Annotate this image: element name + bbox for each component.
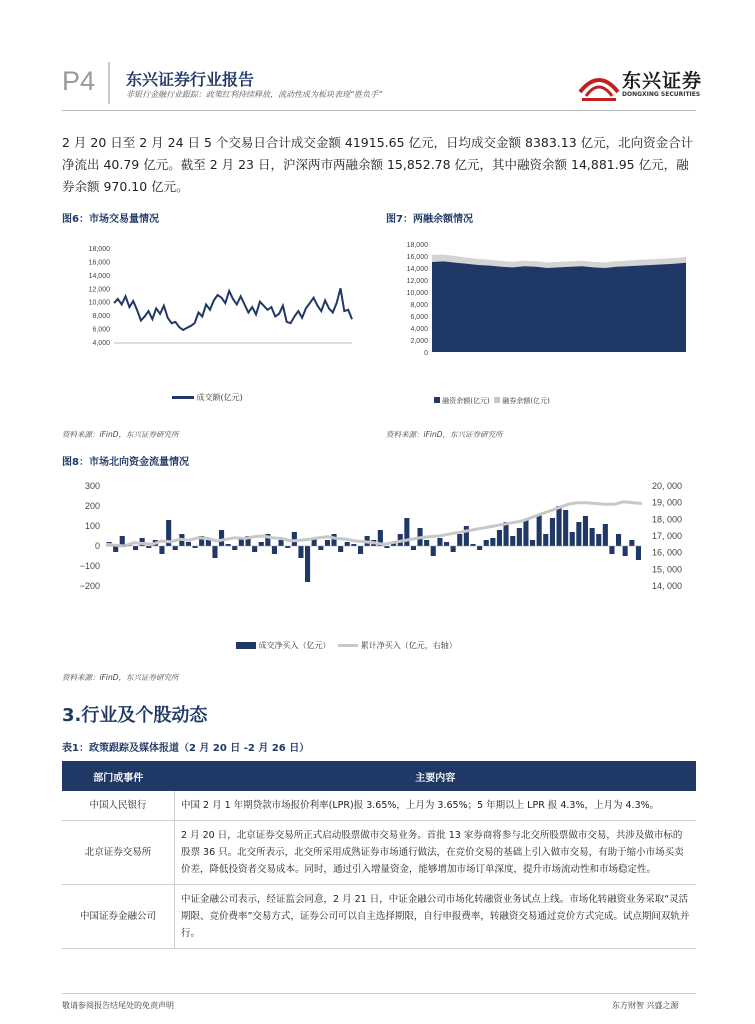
fig7-legend-a: 融资余额(亿元) xyxy=(442,397,490,405)
footer-rule xyxy=(62,993,696,994)
fig8-bar xyxy=(623,546,628,556)
fig8-bar xyxy=(444,542,449,546)
section-heading: 3.行业及个股动态 xyxy=(62,705,208,726)
policy-table xyxy=(62,761,696,949)
fig7-ytick: 18,000 xyxy=(406,242,428,249)
fig8-bar xyxy=(332,534,337,546)
fig8-ytick-right: 14, 000 xyxy=(652,581,683,591)
fig8-bar xyxy=(424,540,429,546)
fig7-source: 资料来源：iFinD，东兴证券研究所 xyxy=(386,430,503,439)
table-row xyxy=(62,791,696,821)
logo-text: 东兴证券 xyxy=(622,70,703,92)
fig8-bar xyxy=(159,546,164,554)
fig8-bar xyxy=(298,546,303,558)
fig8-bar xyxy=(186,542,191,546)
fig7-ytick: 0 xyxy=(424,350,428,357)
fig8-bar xyxy=(510,536,515,546)
fig7-legend xyxy=(434,396,550,406)
fig8-bar xyxy=(292,532,297,546)
fig8-bar xyxy=(345,542,350,546)
fig6-title: 图6：市场交易量情况 xyxy=(62,214,159,225)
fig8-bar xyxy=(596,534,601,546)
fig6-legend xyxy=(172,392,243,403)
fig8-bar xyxy=(636,546,641,560)
logo-text-en: DONGXING SECURITIES xyxy=(622,91,701,98)
fig7-legend-b-swatch xyxy=(494,397,500,403)
fig8-bar xyxy=(543,534,548,546)
fig8-ytick-right: 19, 000 xyxy=(652,497,683,508)
table-row xyxy=(62,821,696,885)
fig8-legend-b-swatch xyxy=(338,644,358,647)
fig8-bar xyxy=(431,546,436,556)
fig7-title: 图7：两融余额情况 xyxy=(386,214,473,225)
row-content: 中证金融公司表示，经证监会同意，2 月 21 日，中证金融公司市场化转融资业务试点上线。市场化转融资业务采取“灵活期限、竞价费率”交易方式，证券公司可以自主选择期限，自行申报费率，转融资交易通过竞价方式完成。试点期间双轨并行。 xyxy=(175,885,697,949)
fig7-legend-b: 融券余额(亿元) xyxy=(502,397,550,405)
header-divider xyxy=(108,62,110,104)
fig8-bar xyxy=(484,540,489,546)
fig8-ytick-left: 100 xyxy=(84,521,100,531)
fig8-bar xyxy=(583,516,588,546)
fig7-ytick: 16,000 xyxy=(406,254,428,261)
fig8-bar xyxy=(437,538,442,546)
fig7-ytick: 12,000 xyxy=(406,278,428,285)
fig8-bar xyxy=(212,546,217,558)
fig8-bar xyxy=(497,530,502,546)
fig8-ytick-right: 18, 000 xyxy=(652,514,683,525)
fig8-bar xyxy=(464,526,469,546)
table-row xyxy=(62,885,696,949)
fig6-source: 资料来源：iFinD，东兴证券研究所 xyxy=(62,430,179,439)
fig8-bar xyxy=(629,540,634,546)
fig6-ytick: 18,000 xyxy=(88,246,110,253)
fig6-ytick: 12,000 xyxy=(88,286,110,294)
dongxing-logo-icon xyxy=(578,64,620,104)
row-content: 2 月 20 日，北京证券交易所正式启动股票做市交易业务。首批 13 家券商将参与北交所股票做市交易，共涉及做市标的股票 36 只。北交所表示，北交所采用成熟证券市场通行做法，在竞价交易的基础上引入做市交易，有助于缩小市场买卖价差，降低投资者交易成本。同时，通过引入增量资金，能够增加市场订单深度，提升市场流动性和市场稳定性。 xyxy=(175,821,697,885)
fig6-ytick: 4,000 xyxy=(92,340,110,347)
row-dept: 中国人民银行 xyxy=(62,791,175,821)
fig8-bar xyxy=(457,534,462,546)
intro-paragraph: 2 月 20 日至 2 月 24 日 5 个交易日合计成交金额 41915.65 亿元，日均成交金额 8383.13 亿元，北向资金合计净流出 40.79 亿元。截至 2 月 23 日，沪深两市两融余额 15,852.78 亿元，其中融资余额 14,881.95 亿元，融券余额 970.10 亿元。 xyxy=(62,135,694,194)
fig8-bar xyxy=(550,518,555,546)
fig8-ytick-right: 17, 000 xyxy=(652,531,683,541)
fig8-bar xyxy=(570,532,575,546)
fig8-bar xyxy=(252,546,257,552)
fig8-ytick-left: 0 xyxy=(94,541,100,551)
fig8-bar xyxy=(279,540,284,546)
fig8-bar xyxy=(517,528,522,546)
fig8-legend-a-swatch xyxy=(236,642,256,649)
fig8-bar xyxy=(232,546,237,550)
fig8-bar xyxy=(590,528,595,546)
fig8-bar xyxy=(113,546,118,552)
fig6-ytick: 14,000 xyxy=(88,272,110,280)
row-dept: 中国证券金融公司 xyxy=(62,885,175,949)
fig8-source: 资料来源：iFinD，东兴证券研究所 xyxy=(62,673,179,682)
fig8-bar xyxy=(325,540,330,546)
fig6-series-line xyxy=(114,288,352,330)
fig8-ytick-right: 16, 000 xyxy=(652,547,683,558)
fig8-bar xyxy=(523,520,528,546)
page-number: P4 xyxy=(62,66,96,96)
fig8-bar xyxy=(206,540,211,546)
fig7-ytick: 10,000 xyxy=(406,290,428,297)
fig8-bar xyxy=(490,538,495,546)
fig7-chart xyxy=(386,234,696,394)
fig8-ytick-left: −200 xyxy=(79,581,100,591)
fig8-bar xyxy=(537,514,542,546)
fig8-bar xyxy=(411,546,416,550)
fig8-bar xyxy=(609,546,614,554)
fig8-bar xyxy=(259,542,264,546)
report-title: 东兴证券行业报告 xyxy=(126,70,255,89)
fig8-bar xyxy=(338,546,343,552)
col-header-content: 主要内容 xyxy=(175,761,697,791)
fig8-bar xyxy=(576,522,581,546)
fig8-chart xyxy=(62,476,696,636)
fig7-ytick: 14,000 xyxy=(406,266,428,273)
fig8-bar xyxy=(530,540,535,546)
fig7-ytick: 6,000 xyxy=(410,314,428,321)
fig7-ytick: 4,000 xyxy=(410,326,428,333)
fig8-bar xyxy=(557,506,562,546)
fig8-bar xyxy=(219,530,224,546)
fig8-ytick-left: −100 xyxy=(79,561,100,571)
fig8-bar xyxy=(133,546,138,550)
fig6-legend-swatch xyxy=(172,396,194,399)
fig8-bar xyxy=(451,546,456,552)
row-content: 中国 2 月 1 年期贷款市场报价利率(LPR)报 3.65%，上月为 3.65%；5 年期以上 LPR 报 4.3%，上月为 4.3%。 xyxy=(175,791,697,821)
fig8-bar xyxy=(603,524,608,546)
fig7-area-margin xyxy=(432,261,686,352)
row-dept: 北京证券交易所 xyxy=(62,821,175,885)
fig8-title: 图8：市场北向资金流量情况 xyxy=(62,457,189,468)
fig6-ytick: 10,000 xyxy=(88,299,110,307)
fig6-legend-label: 成交额(亿元) xyxy=(196,393,243,402)
fig8-ytick-right: 15, 000 xyxy=(652,564,683,575)
fig8-ytick-left: 300 xyxy=(84,481,100,491)
fig8-bar xyxy=(173,546,178,550)
fig7-legend-a-swatch xyxy=(434,397,440,403)
fig8-legend-b: 累计净买入（亿元，右轴） xyxy=(360,641,457,650)
fig8-legend-a: 成交净买入（亿元） xyxy=(258,641,331,650)
fig8-bar xyxy=(358,546,363,554)
col-header-dept: 部门或事件 xyxy=(62,761,175,791)
footer-slogan: 东方财智 兴盛之源 xyxy=(612,1001,679,1010)
fig8-bar xyxy=(272,546,277,554)
table-title: 表1：政策跟踪及媒体报道（2 月 20 日 -2 月 26 日） xyxy=(62,743,310,754)
fig8-bar xyxy=(616,534,621,546)
fig8-bar xyxy=(318,546,323,550)
fig7-ytick: 2,000 xyxy=(410,338,428,345)
footer-disclaimer: 敬请参阅报告结尾处的免责声明 xyxy=(62,1001,174,1010)
fig7-ytick: 8,000 xyxy=(410,302,428,309)
fig8-ytick-right: 20, 000 xyxy=(652,481,683,491)
fig6-ytick: 8,000 xyxy=(92,313,110,321)
fig6-ytick: 16,000 xyxy=(88,259,110,267)
fig8-bar xyxy=(477,546,482,550)
fig8-ytick-left: 200 xyxy=(84,501,100,511)
fig8-legend xyxy=(236,640,457,651)
fig8-bar xyxy=(305,546,310,582)
report-subtitle: 非银行金融行业跟踪：政策红利持续释放，流动性成为板块表现“胜负手” xyxy=(126,90,383,99)
fig6-ytick: 6,000 xyxy=(92,326,110,334)
header-rule xyxy=(62,110,696,111)
fig8-bar xyxy=(563,510,568,546)
